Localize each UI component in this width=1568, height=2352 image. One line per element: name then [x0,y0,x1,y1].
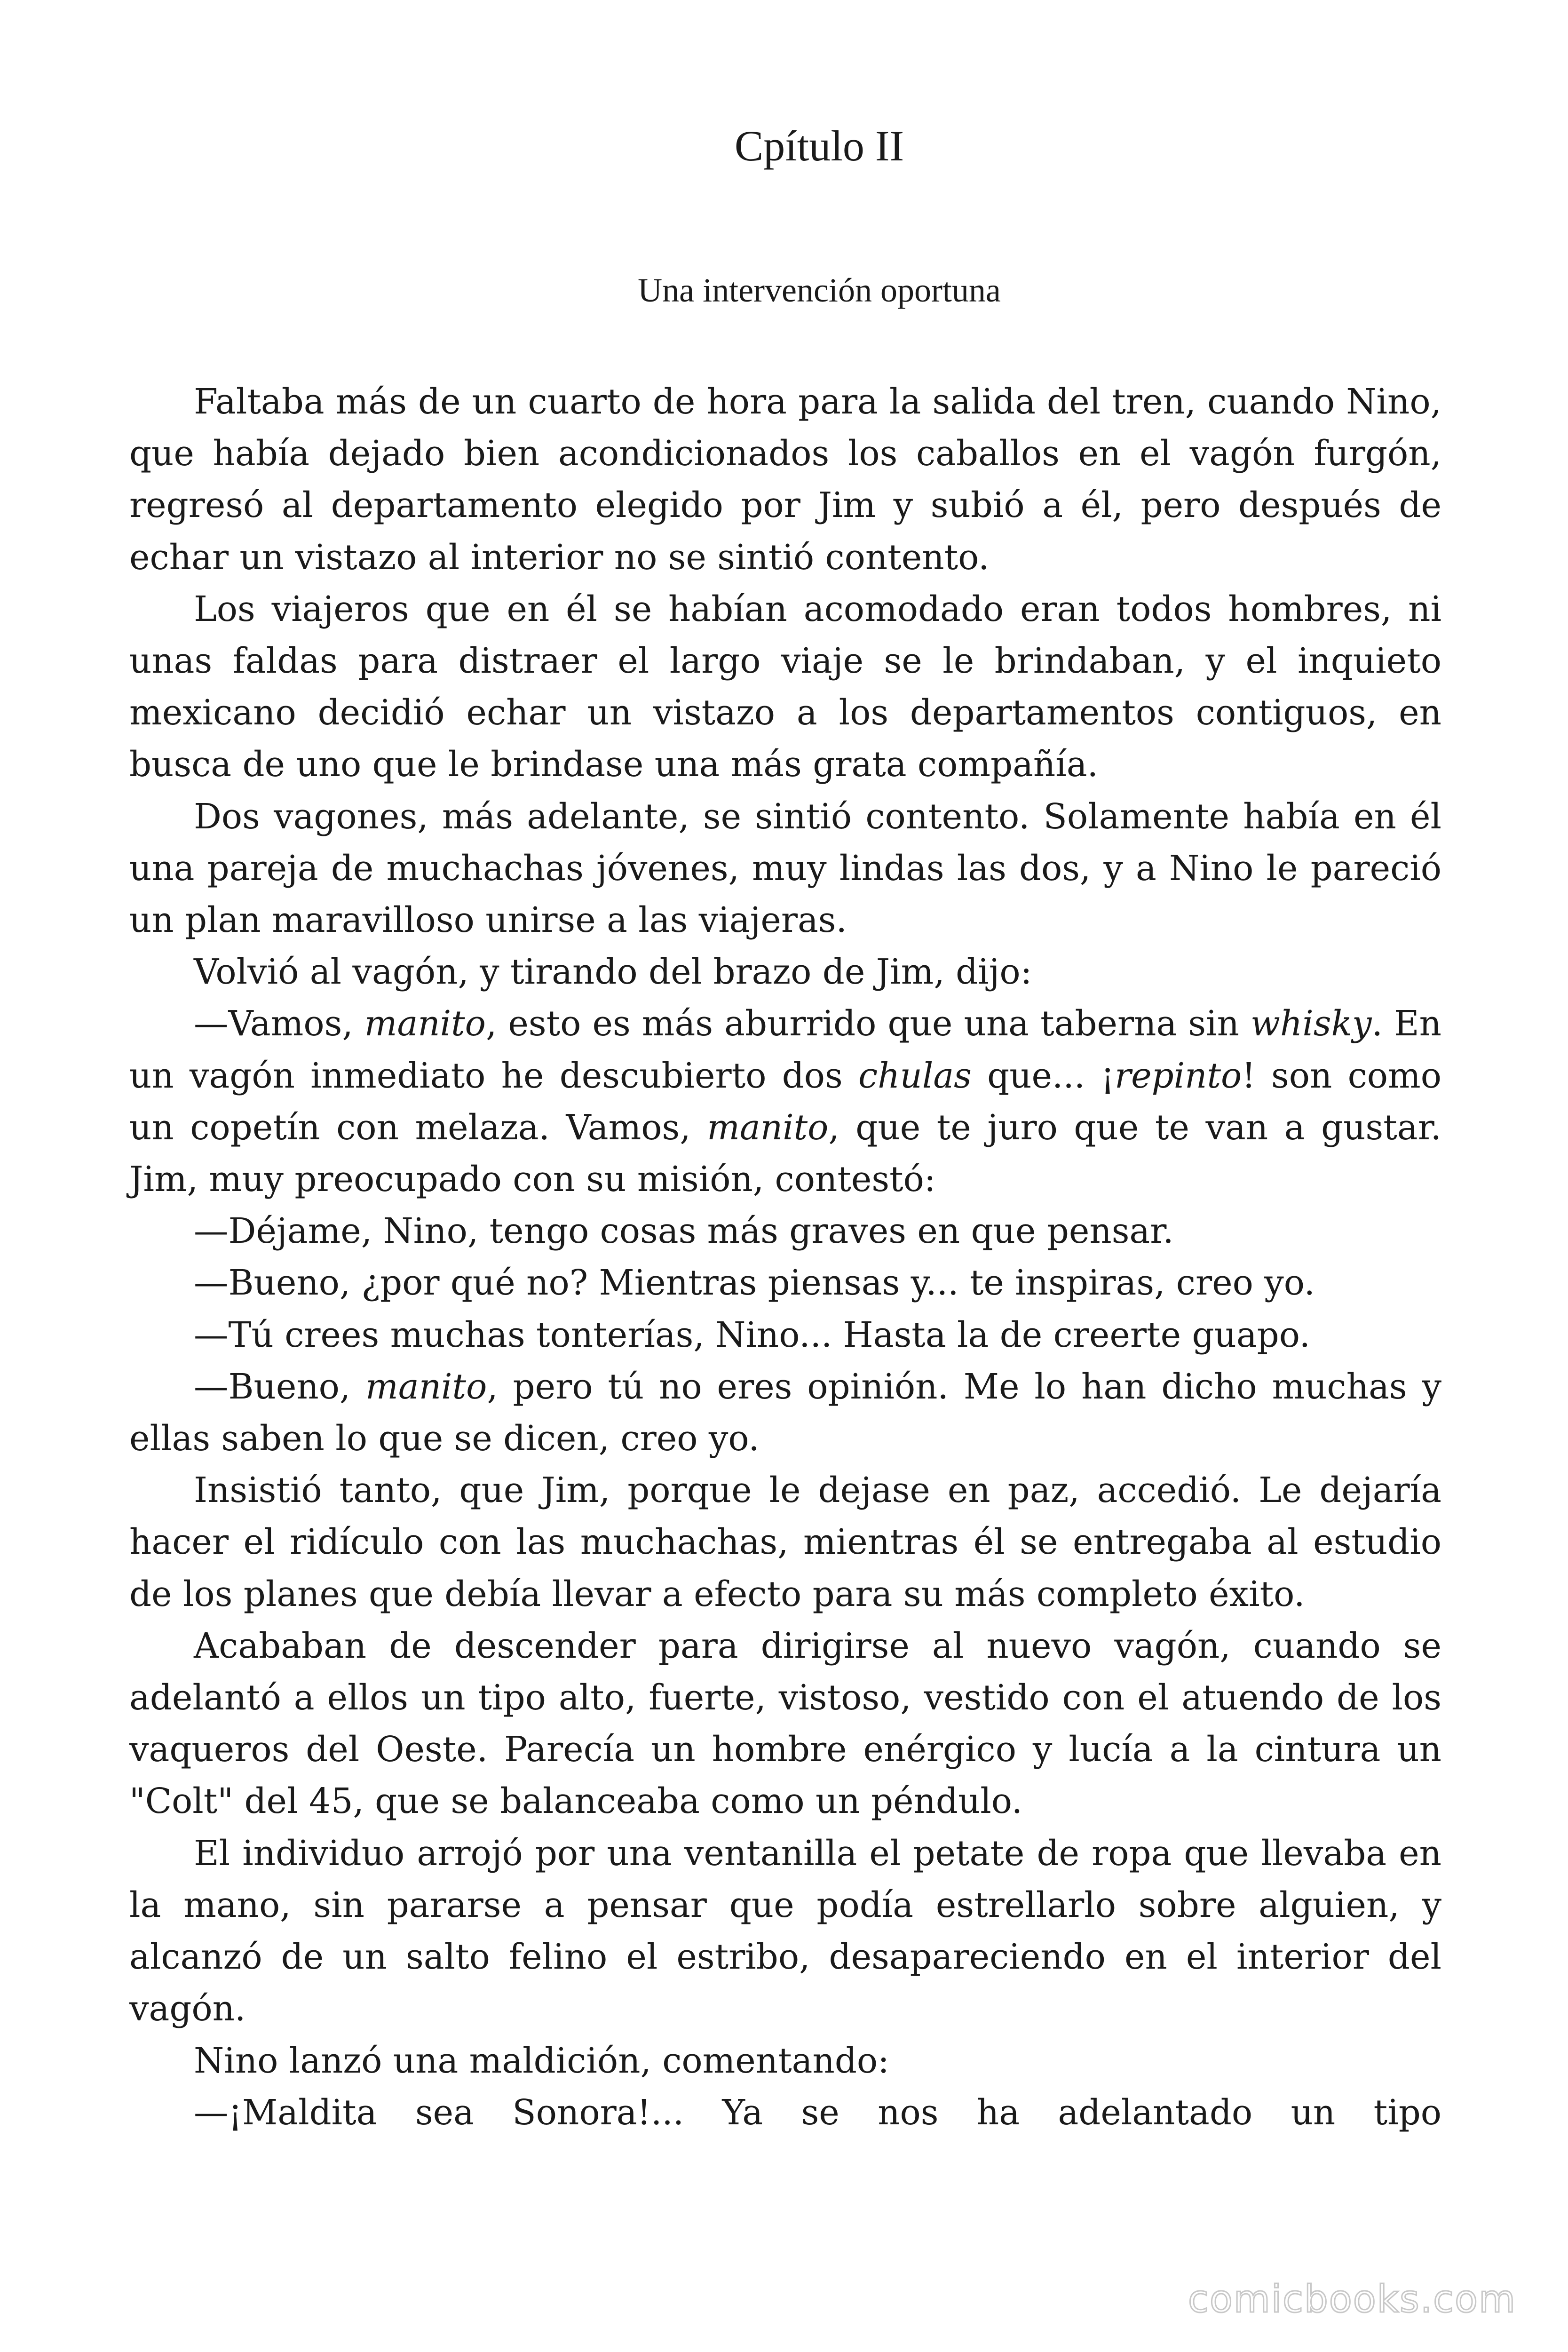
paragraph [129,1206,1441,1257]
watermark-text: comicbooks.com [1188,2277,1516,2321]
text-span: ! son como un copetín con melaza. Vamos, [129,1056,1441,1148]
paragraph [129,1257,1441,1309]
chapter-title: Cpítulo II [734,122,904,170]
italic-text: manito [364,1004,486,1044]
paragraph [129,1621,1441,1828]
text-span: —Vamos, [194,1004,364,1044]
text-span: . En un vagón inmediato he descubierto dos [129,1004,1442,1096]
text-span: Los viajeros que en él se habían acomodado eran todos hombres, ni unas faldas para distraer el largo viaje se le brindaban, y el inquieto mexicano decidió echar un vistazo a los departamentos contiguos, en busca de uno que le brindase una más grata compañía. [129,589,1441,785]
text-span: —Bueno, ¿por qué no? Mientras piensas y... te inspiras, creo yo. [194,1263,1315,1303]
italic-text: whisky [1251,1004,1372,1044]
text-span: Volvió al vagón, y tirando del brazo de Jim, dijo: [194,952,1032,993]
paragraph [129,1361,1441,1465]
paragraph [129,946,1441,998]
paragraph [129,2087,1441,2139]
paragraph [129,1828,1441,2035]
italic-text: manito [365,1367,487,1407]
italic-text: chulas [858,1056,972,1096]
text-span: Faltaba más de un cuarto de hora para la salida del tren, cuando Nino, que había dejado bien acondicionados los caballos en el vagón furgón, regresó al departamento elegido por Jim y subió a él, pero después de echar un vistazo al interior no se sintió contento. [129,382,1441,578]
paragraph [129,1465,1441,1621]
paragraph [129,376,1441,584]
paragraph [129,2035,1441,2087]
text-span: —Bueno, [194,1367,366,1407]
text-span: que... ¡ [971,1056,1115,1096]
text-span: Insistió tanto, que Jim, porque le dejase en paz, accedió. Le dejaría hacer el ridículo con las muchachas, mientras él se entregaba al estudio de los planes que debía llevar a efecto para su más completo éxito. [129,1470,1441,1614]
text-span: —Déjame, Nino, tengo cosas más graves en que pensar. [194,1211,1174,1252]
paragraph [129,584,1441,791]
paragraph [129,1310,1441,1361]
text-span: , esto es más aburrido que una taberna sin [485,1004,1251,1044]
italic-text: manito [707,1107,829,1148]
chapter-subtitle: Una intervención oportuna [638,271,1001,309]
text-span: Acababan de descender para dirigirse al nuevo vagón, cuando se adelantó a ellos un tipo alto, fuerte, vistoso, vestido con el atuendo de los vaqueros del Oeste. Parecía un hombre enérgico y lucía a la cintura un "Colt" del 45, que se balanceaba como un péndulo. [129,1626,1441,1822]
body-text [129,376,1441,2139]
text-span: , que te juro que te van a gustar. Jim, muy preocupado con su misión, contestó: [129,1107,1441,1200]
text-span: Dos vagones, más adelante, se sintió contento. Solamente había en él una pareja de muchachas jóvenes, muy lindas las dos, y a Nino le pareció un plan maravilloso unirse a las viajeras. [129,796,1441,941]
text-span: —Tú crees muchas tonterías, Nino... Hasta la de creerte guapo. [194,1315,1311,1355]
text-span: , pero tú no eres opinión. Me lo han dicho muchas y ellas saben lo que se dicen, creo yo. [129,1367,1441,1459]
text-span: Nino lanzó una maldición, comentando: [194,2041,889,2081]
italic-text: repinto [1114,1056,1242,1096]
paragraph [129,791,1441,947]
paragraph [129,998,1441,1206]
text-span: —¡Maldita sea Sonora!... Ya se nos ha adelantado un tipo [194,2092,1441,2133]
text-span: El individuo arrojó por una ventanilla el petate de ropa que llevaba en la mano, sin pararse a pensar que podía estrellarlo sobre alguien, y alcanzó de un salto felino el estribo, desapareciendo en el interior del vagón. [129,1833,1441,2029]
